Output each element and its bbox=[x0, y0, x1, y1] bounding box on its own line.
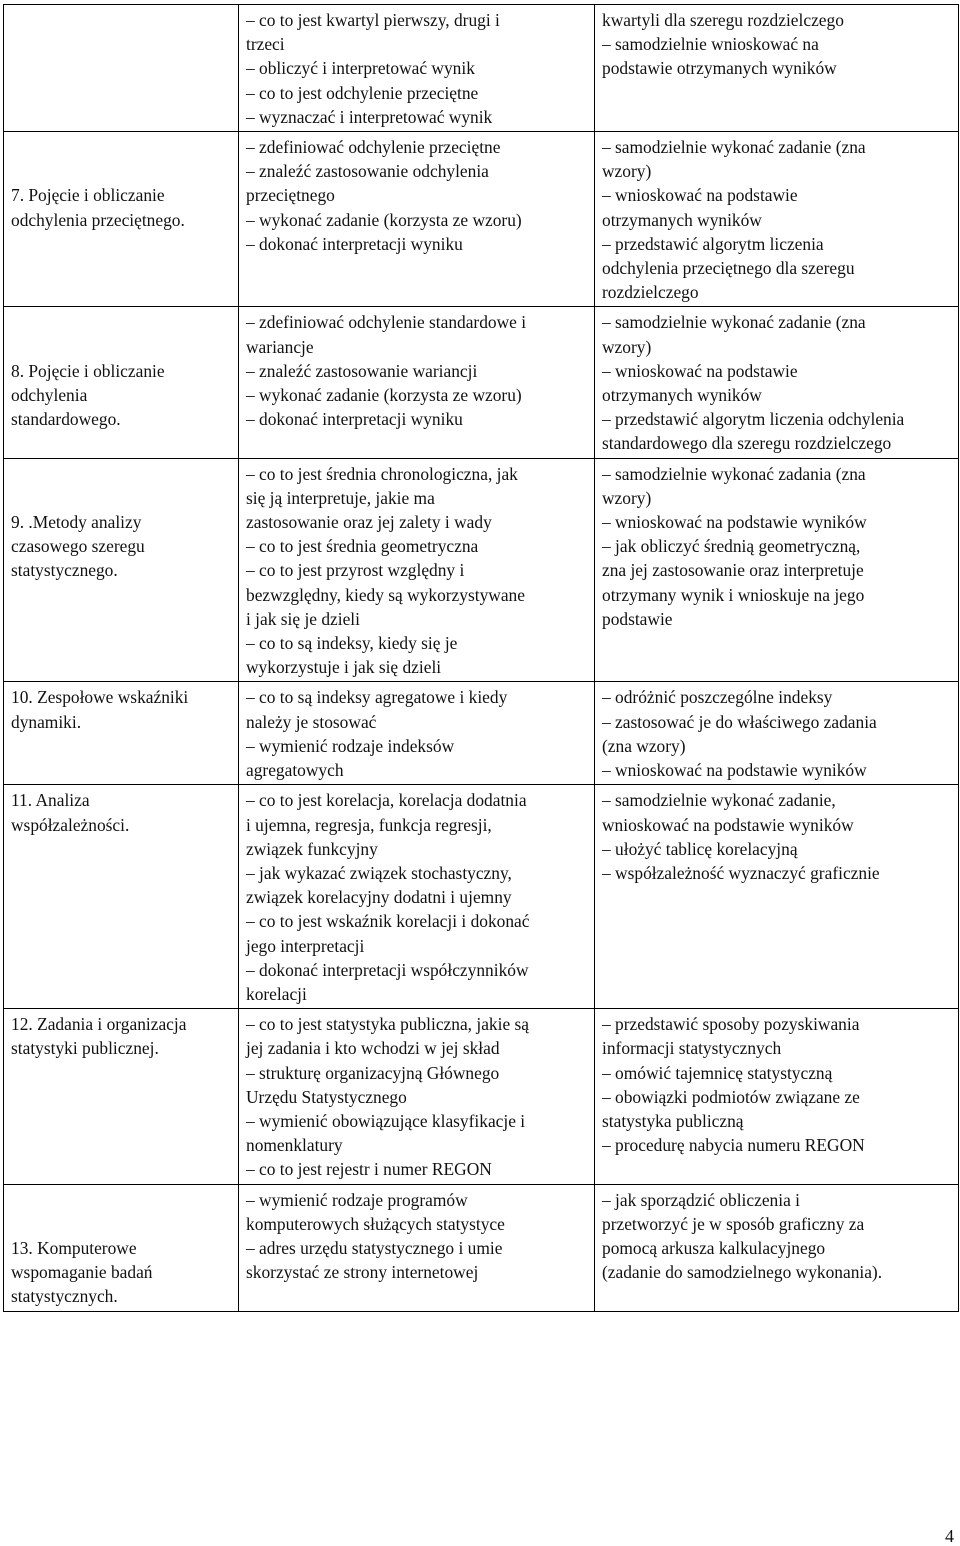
text-line: – przedstawić algorytm liczenia odchylenia bbox=[602, 409, 905, 430]
text-line: – ułożyć tablicę korelacyjną bbox=[602, 838, 798, 859]
topic-line: współzależności. bbox=[11, 814, 130, 835]
text-line: agregatowych bbox=[246, 760, 344, 781]
text-line: kwartyli dla szeregu rozdzielczego bbox=[602, 10, 844, 30]
text-line: – wnioskować na podstawie bbox=[602, 185, 798, 206]
topic-cell bbox=[4, 785, 239, 1009]
text-line: – wykonać zadanie (korzysta ze wzoru) bbox=[246, 385, 522, 406]
text-line: – wyznaczać i interpretować wynik bbox=[246, 106, 493, 127]
skills-cell bbox=[595, 1184, 959, 1311]
text-line: wzory) bbox=[602, 487, 652, 508]
text-line: – obliczyć i interpretować wynik bbox=[246, 58, 475, 79]
text-line: – jak sporządzić obliczenia i bbox=[602, 1189, 800, 1210]
page-number: 4 bbox=[945, 1526, 954, 1546]
text-line: rozdzielczego bbox=[602, 282, 699, 303]
text-line: – co to są indeksy, kiedy się je bbox=[246, 633, 458, 654]
text-line: – wymienić rodzaje programów bbox=[246, 1189, 468, 1210]
text-line: – obowiązki podmiotów związane ze bbox=[602, 1086, 860, 1107]
text-line: – zdefiniować odchylenie standardowe i bbox=[246, 312, 527, 333]
topic-line: 8. Pojęcie i obliczanie bbox=[11, 360, 165, 381]
text-line: – samodzielnie wykonać zadanie, bbox=[602, 790, 836, 811]
topic-line: statystycznych. bbox=[11, 1286, 118, 1307]
text-line: należy je stosować bbox=[246, 711, 377, 732]
table-row bbox=[4, 307, 959, 458]
text-line: otrzymany wynik i wnioskuje na jego bbox=[602, 584, 865, 605]
skills-cell bbox=[595, 458, 959, 682]
text-line: – przedstawić algorytm liczenia bbox=[602, 233, 824, 254]
text-line: związek funkcyjny bbox=[246, 838, 378, 859]
text-line: – dokonać interpretacji współczynników bbox=[246, 959, 529, 980]
text-line: – co to jest wskaźnik korelacji i dokonać bbox=[246, 911, 530, 932]
skills-cell bbox=[595, 132, 959, 307]
knows-cell bbox=[239, 307, 595, 458]
text-line: (zadanie do samodzielnego wykonania). bbox=[602, 1262, 883, 1283]
text-line: wzory) bbox=[602, 161, 652, 182]
topic-cell bbox=[4, 307, 239, 458]
text-line: – wymienić obowiązujące klasyfikacje i bbox=[246, 1110, 526, 1131]
text-line: standardowego dla szeregu rozdzielczego bbox=[602, 433, 892, 454]
topic-line: 7. Pojęcie i obliczanie bbox=[11, 185, 165, 206]
topic-cell bbox=[4, 132, 239, 307]
table-row bbox=[4, 458, 959, 682]
text-line: komputerowych służących statystyce bbox=[246, 1213, 505, 1234]
skills-cell bbox=[595, 682, 959, 785]
text-line: podstawie bbox=[602, 608, 673, 629]
text-line: przetworzyć je w sposób graficzny za bbox=[602, 1213, 865, 1234]
text-line: – co to jest rejestr i numer REGON bbox=[246, 1159, 492, 1180]
text-line: – samodzielnie wykonać zadania (zna bbox=[602, 463, 866, 484]
text-line: jego interpretacji bbox=[246, 935, 365, 956]
text-line: – znaleźć zastosowanie odchylenia bbox=[246, 161, 489, 182]
text-line: – co to są indeksy agregatowe i kiedy bbox=[246, 687, 508, 708]
text-line: trzeci bbox=[246, 34, 285, 55]
text-line: się ją interpretuje, jakie ma bbox=[246, 487, 435, 508]
text-line: – odróżnić poszczególne indeksy bbox=[602, 687, 833, 708]
text-line: – samodzielnie wykonać zadanie (zna bbox=[602, 137, 866, 158]
text-line: – co to jest średnia chronologiczna, jak bbox=[246, 463, 518, 484]
text-line: informacji statystycznych bbox=[602, 1038, 782, 1059]
topic-line: 13. Komputerowe bbox=[11, 1237, 137, 1258]
text-line: wnioskować na podstawie wyników bbox=[602, 814, 854, 835]
table-row bbox=[4, 5, 959, 132]
topic-line: dynamiki. bbox=[11, 711, 82, 732]
table-row bbox=[4, 132, 959, 307]
topic-line: statystycznego. bbox=[11, 560, 118, 581]
text-line: – dokonać interpretacji wyniku bbox=[246, 233, 463, 254]
table-row bbox=[4, 1184, 959, 1311]
topic-cell bbox=[4, 682, 239, 785]
skills-cell bbox=[595, 307, 959, 458]
text-line: jej zadania i kto wchodzi w jej skład bbox=[246, 1038, 500, 1059]
text-line: wykorzystuje i jak się dzieli bbox=[246, 657, 442, 678]
knows-cell bbox=[239, 132, 595, 307]
text-line: – wykonać zadanie (korzysta ze wzoru) bbox=[246, 209, 522, 230]
text-line: i ujemna, regresja, funkcja regresji, bbox=[246, 814, 492, 835]
text-line: skorzystać ze strony internetowej bbox=[246, 1262, 479, 1283]
text-line: zastosowanie oraz jej zalety i wady bbox=[246, 512, 492, 533]
text-line: – co to jest przyrost względny i bbox=[246, 560, 465, 581]
text-line: – jak wykazać związek stochastyczny, bbox=[246, 862, 512, 883]
text-line: bezwzględny, kiedy są wykorzystywane bbox=[246, 584, 525, 605]
text-line: – adres urzędu statystycznego i umie bbox=[246, 1237, 503, 1258]
knows-cell bbox=[239, 1184, 595, 1311]
text-line: i jak się je dzieli bbox=[246, 608, 360, 629]
topic-cell bbox=[4, 5, 239, 132]
text-line: – strukturę organizacyjną Głównego bbox=[246, 1062, 500, 1083]
knows-cell bbox=[239, 682, 595, 785]
table-row bbox=[4, 1009, 959, 1184]
text-line: nomenklatury bbox=[246, 1135, 343, 1156]
text-line: pomocą arkusza kalkulacyjnego bbox=[602, 1237, 826, 1258]
topic-line: wspomaganie badań bbox=[11, 1262, 153, 1283]
topic-line: odchylenia bbox=[11, 385, 88, 406]
text-line: – co to jest średnia geometryczna bbox=[246, 536, 479, 557]
text-line: statystyka publiczną bbox=[602, 1110, 744, 1131]
skills-cell bbox=[595, 5, 959, 132]
text-line: (zna wzory) bbox=[602, 735, 686, 756]
text-line: – wnioskować na podstawie bbox=[602, 360, 798, 381]
topic-cell bbox=[4, 458, 239, 682]
topic-cell bbox=[4, 1009, 239, 1184]
text-line: – samodzielnie wykonać zadanie (zna bbox=[602, 312, 866, 333]
text-line: wzory) bbox=[602, 336, 652, 357]
text-line: – współzależność wyznaczyć graficznie bbox=[602, 862, 880, 883]
topic-line: czasowego szeregu bbox=[11, 536, 145, 557]
skills-cell bbox=[595, 785, 959, 1009]
knows-cell bbox=[239, 458, 595, 682]
text-line: przeciętnego bbox=[246, 185, 335, 206]
knows-cell bbox=[239, 1009, 595, 1184]
text-line: – wnioskować na podstawie wyników bbox=[602, 760, 867, 781]
text-line: – dokonać interpretacji wyniku bbox=[246, 409, 463, 430]
curriculum-table bbox=[3, 4, 959, 1312]
topic-cell bbox=[4, 1184, 239, 1311]
table-row bbox=[4, 785, 959, 1009]
text-line: wariancje bbox=[246, 336, 314, 357]
text-line: – co to jest kwartyl pierwszy, drugi i bbox=[246, 10, 500, 30]
text-line: odchylenia przeciętnego dla szeregu bbox=[602, 258, 855, 279]
text-line: – co to jest odchylenie przeciętne bbox=[246, 82, 479, 103]
text-line: – procedurę nabycia numeru REGON bbox=[602, 1135, 865, 1156]
text-line: – samodzielnie wnioskować na bbox=[602, 34, 819, 55]
text-line: – omówić tajemnicę statystyczną bbox=[602, 1062, 833, 1083]
knows-cell bbox=[239, 5, 595, 132]
text-line: – zdefiniować odchylenie przeciętne bbox=[246, 137, 501, 158]
text-line: – wnioskować na podstawie wyników bbox=[602, 512, 867, 533]
skills-cell bbox=[595, 1009, 959, 1184]
text-line: związek korelacyjny dodatni i ujemny bbox=[246, 887, 512, 908]
topic-line: odchylenia przeciętnego. bbox=[11, 209, 185, 230]
text-line: otrzymanych wyników bbox=[602, 385, 762, 406]
topic-line: 10. Zespołowe wskaźniki bbox=[11, 687, 189, 708]
text-line: otrzymanych wyników bbox=[602, 209, 762, 230]
topic-line: standardowego. bbox=[11, 409, 121, 430]
topic-line: statystyki publicznej. bbox=[11, 1038, 159, 1059]
text-line: – znaleźć zastosowanie wariancji bbox=[246, 360, 478, 381]
topic-line: 11. Analiza bbox=[11, 790, 90, 811]
text-line: podstawie otrzymanych wyników bbox=[602, 58, 837, 79]
text-line: – jak obliczyć średnią geometryczną, bbox=[602, 536, 861, 557]
knows-cell bbox=[239, 785, 595, 1009]
text-line: – co to jest statystyka publiczna, jakie są bbox=[246, 1014, 530, 1035]
topic-line: 12. Zadania i organizacja bbox=[11, 1014, 187, 1035]
table-row bbox=[4, 682, 959, 785]
text-line: – zastosować je do właściwego zadania bbox=[602, 711, 877, 732]
topic-line: 9. .Metody analizy bbox=[11, 512, 142, 533]
text-line: Urzędu Statystycznego bbox=[246, 1086, 407, 1107]
text-line: – przedstawić sposoby pozyskiwania bbox=[602, 1014, 860, 1035]
curriculum-table-body bbox=[4, 5, 959, 1312]
text-line: zna jej zastosowanie oraz interpretuje bbox=[602, 560, 864, 581]
text-line: korelacji bbox=[246, 983, 307, 1004]
text-line: – co to jest korelacja, korelacja dodatnia bbox=[246, 790, 527, 811]
text-line: – wymienić rodzaje indeksów bbox=[246, 735, 455, 756]
